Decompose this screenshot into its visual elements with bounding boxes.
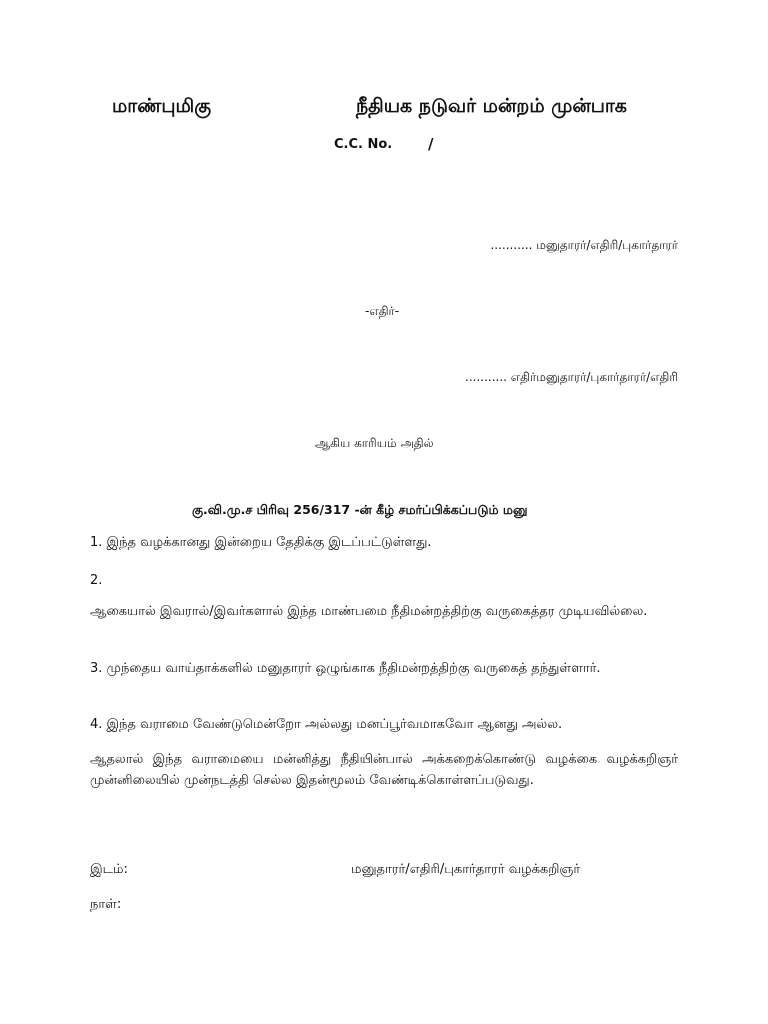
court-heading: நீதியக நடுவர் மன்றம் முன்பாக <box>356 95 627 117</box>
place-label: இடம்: <box>90 862 128 877</box>
honorific-heading: மாண்புமிகு <box>112 95 212 117</box>
matter-line: ஆகிய காரியம் அதில் <box>315 436 434 450</box>
respondent-line: ........... எதிர்மனுதாரர்/புகார்தாரர்/எதிரி <box>465 370 678 384</box>
petitioner-line: ........... மனுதாரர்/எதிரி/புகார்தாரர் <box>490 238 678 252</box>
versus-line: -எதிர்- <box>365 304 400 318</box>
signatory-line: மனுதாரர்/எதிரி/புகார்தாரர் வழக்கறிஞர் <box>351 862 581 877</box>
paragraph-3: 3. முந்தைய வாய்தாக்களில் மனுதாரர் ஒழுங்காக நீதிமன்றத்திற்கு வருகைத் தந்துள்ளார். <box>90 661 601 676</box>
paragraph-4: 4. இந்த வராமை வேண்டுமென்றோ அல்லது மனப்பூர்வமாகவோ ஆனது அல்ல. <box>90 717 563 732</box>
paragraph-2-body: ஆகையால் இவரால்/இவர்களால் இந்த மாண்பமை நீதிமன்றத்திற்கு வருகைத்தர முடியவில்லை. <box>90 604 648 619</box>
paragraph-2: 2. <box>90 573 103 588</box>
paragraph-1: 1. இந்த வழக்கானது இன்றைய தேதிக்கு இடப்பட்டுள்ளது. <box>90 535 432 550</box>
petition-subject: கு.வி.மு.ச பிரிவு 256/317 -ன் கீழ் சமர்ப்பிக்கப்படும் மனு <box>192 502 528 517</box>
case-number-label: C.C. No. <box>334 137 393 152</box>
prayer-paragraph: ஆதலால் இந்த வராமையை மன்னித்து நீதியின்பால் அக்கறைக்கொண்டு வழக்கை வழக்கறிஞர் முன்னிலையில் முன்நடத்தி செல்ல இதன்மூலம் வேண்டிக்கொள்ளப்படுவது. <box>90 752 678 788</box>
date-label: நாள்: <box>90 897 122 912</box>
case-number-separator: / <box>428 135 434 153</box>
